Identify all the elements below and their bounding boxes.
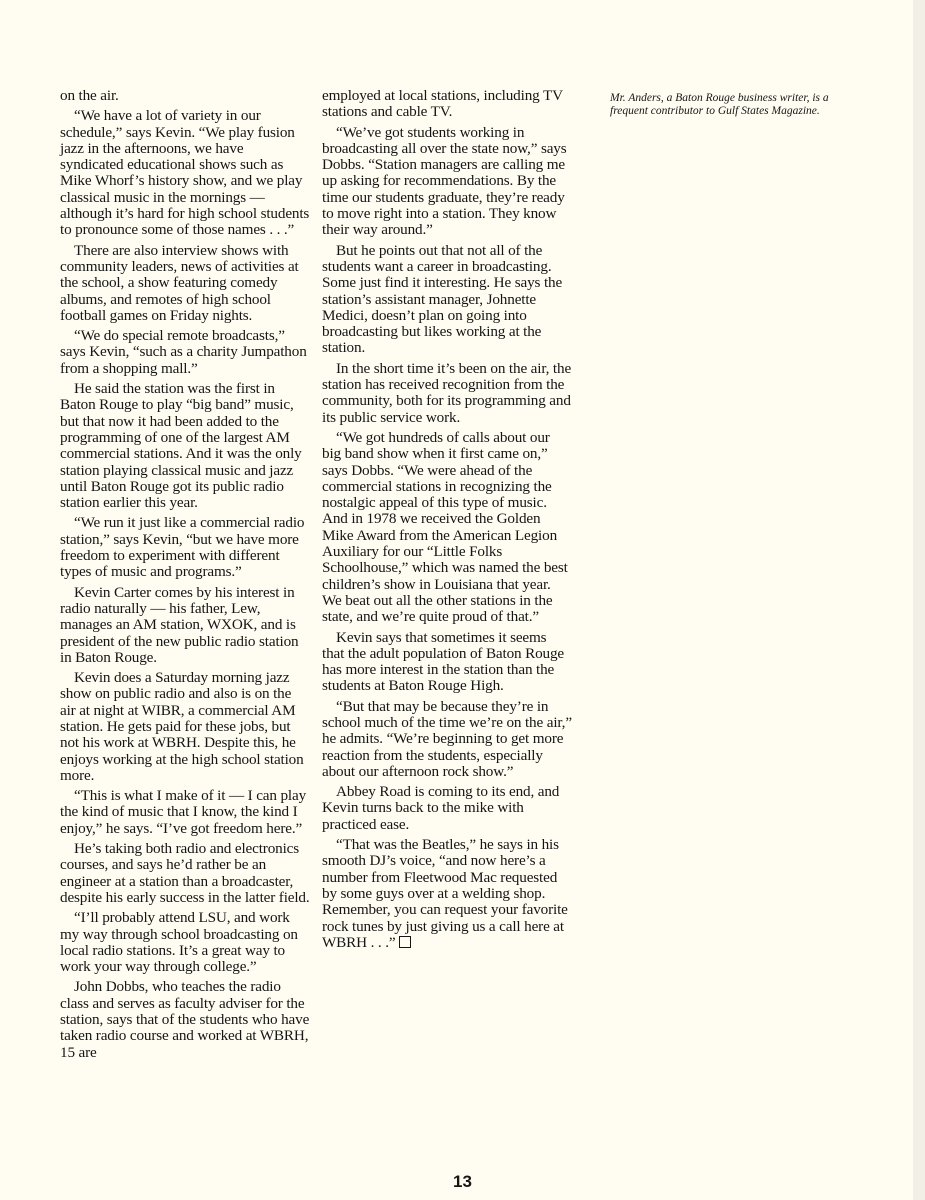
paragraph: “We got hundreds of calls about our big band show when it first came on,” says Dobbs. “We were ahead of the commercial stations in recognizing the nostalgic appeal of this type of music. And in 1978 we received the Golden Mike Award from the American Legion Auxiliary for our “Little Folks Schoolhouse,” which was named the best children’s show in Louisiana that year. We beat out all the other stations in the state, and we’re quite proud of that.” xyxy=(322,428,568,626)
paragraph-with-end-mark: “That was the Beatles,” he says in his smooth DJ’s voice, “and now here’s a number from Fleetwood Mac requested by some guys over at a welding shop. Remember, you can request your favorite rock tunes by just giving us a call here at WBRH . . .” xyxy=(322,837,572,951)
paragraph: In the short time it’s been on the air, the station has received recognition from the community, both for its programming and its public service work. xyxy=(322,359,572,426)
paragraph: “I’ll probably attend LSU, and work my way through school broadcasting on local radio stations. It’s a great way to work your way through college.” xyxy=(60,909,298,976)
paragraph: Abbey Road is coming to its end, and Kevin turns back to the mike with practiced ease. xyxy=(322,783,560,833)
article-column-2 xyxy=(322,88,572,955)
paragraph: “We run it just like a commercial radio station,” says Kevin, “but we have more freedom to experiment with different types of music and programs.” xyxy=(60,514,305,581)
paragraph: John Dobbs, who teaches the radio class and serves as faculty adviser for the station, says that of the students who have taken radio course and worked at WBRH, 15 are xyxy=(60,978,310,1061)
paragraph: “We do special remote broadcasts,” says Kevin, “such as a charity Jumpathon from a shopping mall.” xyxy=(60,327,307,377)
paragraph: “But that may be because they’re in school much of the time we’re on the air,” he admits. “We’re beginning to get more reaction from the students, especially about our afternoon rock show.” xyxy=(322,697,572,780)
paragraph: “This is what I make of it — I can play the kind of music that I know, the kind I enjoy,” he says. “I’ve got freedom here.” xyxy=(60,787,307,837)
page-number: 13 xyxy=(453,1172,472,1191)
paragraph: on the air. xyxy=(60,87,119,104)
paragraph: There are also interview shows with community leaders, news of activities at the school, a show featuring comedy albums, and remotes of high school football games on Friday nights. xyxy=(60,241,299,324)
paragraph: “We’ve got students working in broadcasting all over the state now,” says Dobbs. “Station managers are calling me up asking for recommendations. By the time our students graduate, they’re ready to move right into a station. They know their way around.” xyxy=(322,123,567,239)
author-note: Mr. Anders, a Baton Rouge business writer, is a frequent contributor to Gulf States Magazine. xyxy=(610,92,829,117)
article-column-1 xyxy=(60,88,310,1065)
paragraph: Kevin Carter comes by his interest in radio naturally — his father, Lew, manages an AM station, WXOK, and is president of the new public radio station in Baton Rouge. xyxy=(60,583,299,666)
paragraph: He said the station was the first in Baton Rouge to play “big band” music, but that now it had been added to the programming of one of the largest AM commercial stations. And it was the only station playing classical music and jazz until Baton Rouge got its public radio station earlier this year. xyxy=(60,380,302,512)
page-edge-shadow xyxy=(913,0,925,1200)
paragraph: employed at local stations, including TV stations and cable TV. xyxy=(322,87,563,121)
paragraph: Kevin does a Saturday morning jazz show on public radio and also is on the air at night at WIBR, a commercial AM station. He gets paid for these jobs, but not his work at WBRH. Despite this, he enjoys working at the high school station more. xyxy=(60,669,304,784)
paragraph: But he points out that not all of the students want a career in broadcasting. Some just find it interesting. He says the station’s assistant manager, Johnette Medici, doesn’t plan on going into broadcasting but likes working at the station. xyxy=(322,241,563,357)
paragraph: He’s taking both radio and electronics courses, and says he’d rather be an engineer at a station than a broadcaster, despite his early success in the latter field. xyxy=(60,840,310,906)
paragraph: “We have a lot of variety in our schedule,” says Kevin. “We play fusion jazz in the afternoons, we have syndicated educational shows such as Mike Whorf’s history show, and we play classical music in the mornings — although it’s hard for high school students to pronounce some of those names . . .” xyxy=(60,107,310,239)
paragraph: Kevin says that sometimes it seems that the adult population of Baton Rouge has more interest in the station than the students at Baton Rouge High. xyxy=(322,628,565,695)
